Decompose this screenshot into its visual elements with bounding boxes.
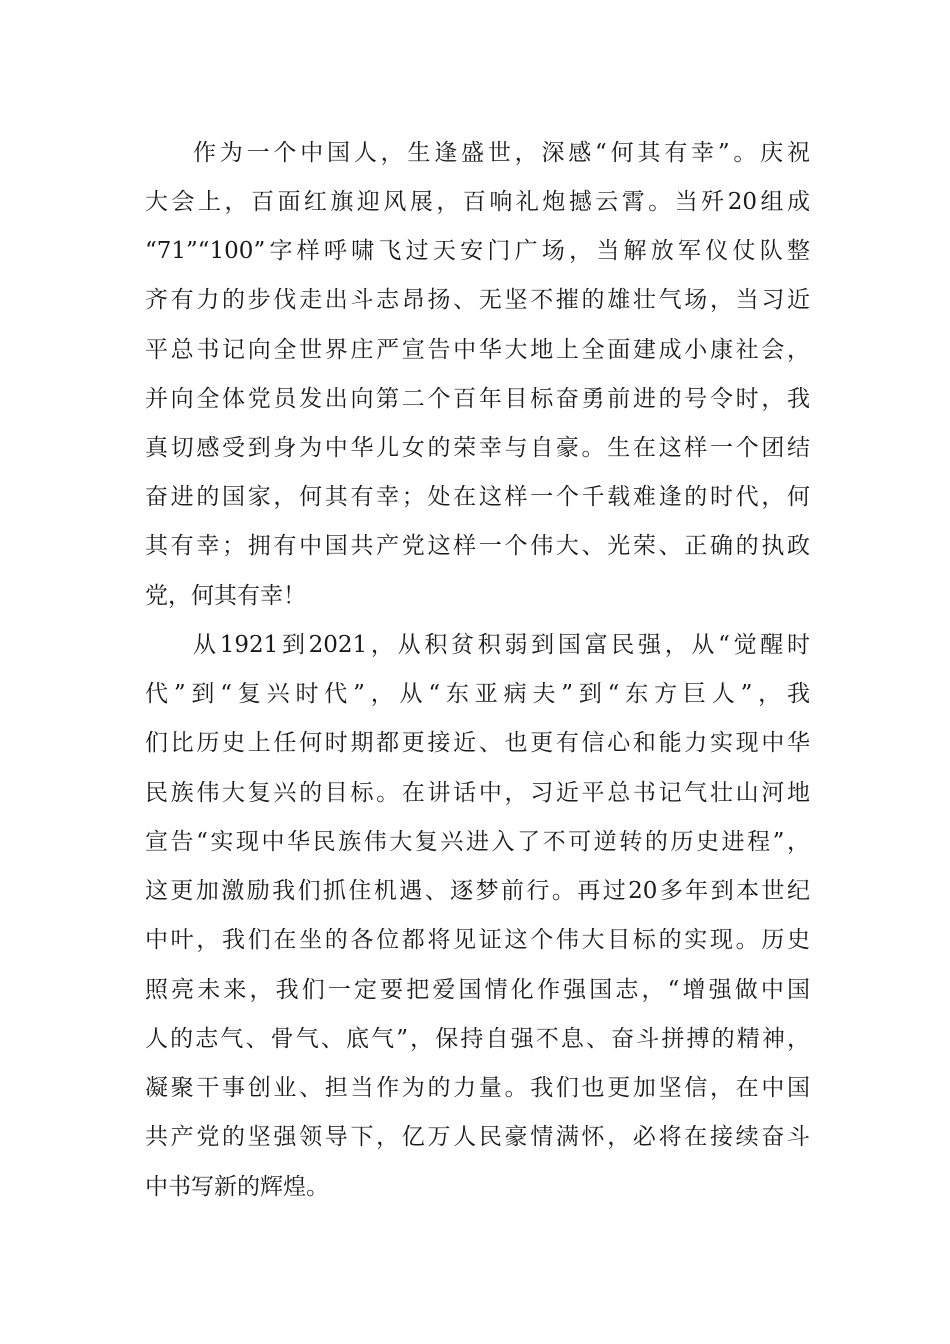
paragraph-line: 代”到“复兴时代”，从“东亚病夫”到“东方巨人”，我: [145, 681, 810, 707]
paragraph-line: 平总书记向全世界庄严宣告中华大地上全面建成小康社会，: [145, 337, 810, 363]
paragraph-line: 这更加激励我们抓住机遇、逐梦前行。再过20多年到本世纪: [145, 878, 810, 904]
paragraph-line: 党，何其有幸！: [145, 583, 306, 609]
paragraph-line: 作为一个中国人，生逢盛世，深感“何其有幸”。庆祝: [193, 140, 810, 166]
paragraph-line: 共产党的坚强领导下，亿万人民豪情满怀，必将在接续奋斗: [145, 1124, 810, 1150]
paragraph-line: 大会上，百面红旗迎风展，百响礼炮撼云霄。当歼20组成: [145, 189, 810, 215]
paragraph-line: 从1921到2021，从积贫积弱到国富民强，从“觉醒时: [193, 632, 810, 658]
paragraph-line: 民族伟大复兴的目标。在讲话中，习近平总书记气壮山河地: [145, 780, 810, 806]
paragraph-line: 其有幸；拥有中国共产党这样一个伟大、光荣、正确的执政: [145, 533, 810, 559]
paragraph-line: “71”“100”字样呼啸飞过天安门广场，当解放军仪仗队整: [145, 238, 810, 264]
paragraph-line: 宣告“实现中华民族伟大复兴进入了不可逆转的历史进程”，: [145, 829, 810, 855]
paragraph-line: 人的志气、骨气、底气”，保持自强不息、奋斗拼搏的精神，: [145, 1026, 810, 1052]
paragraph-line: 们比历史上任何时期都更接近、也更有信心和能力实现中华: [145, 730, 810, 756]
paragraph-line: 并向全体党员发出向第二个百年目标奋勇前进的号令时，我: [145, 386, 810, 412]
paragraph-line: 凝聚干事创业、担当作为的力量。我们也更加坚信，在中国: [145, 1075, 810, 1101]
paragraph-line: 真切感受到身为中华儿女的荣幸与自豪。生在这样一个团结: [145, 435, 810, 461]
paragraph-line: 奋进的国家，何其有幸；处在这样一个千载难逢的时代，何: [145, 484, 810, 510]
paragraph-line: 齐有力的步伐走出斗志昂扬、无坚不摧的雄壮气场，当习近: [145, 287, 810, 313]
paragraph-line: 中叶，我们在坐的各位都将见证这个伟大目标的实现。历史: [145, 927, 810, 953]
paragraph-line: 中书写新的辉煌。: [145, 1174, 329, 1200]
paragraph-line: 照亮未来，我们一定要把爱国情化作强国志，“增强做中国: [145, 977, 810, 1003]
